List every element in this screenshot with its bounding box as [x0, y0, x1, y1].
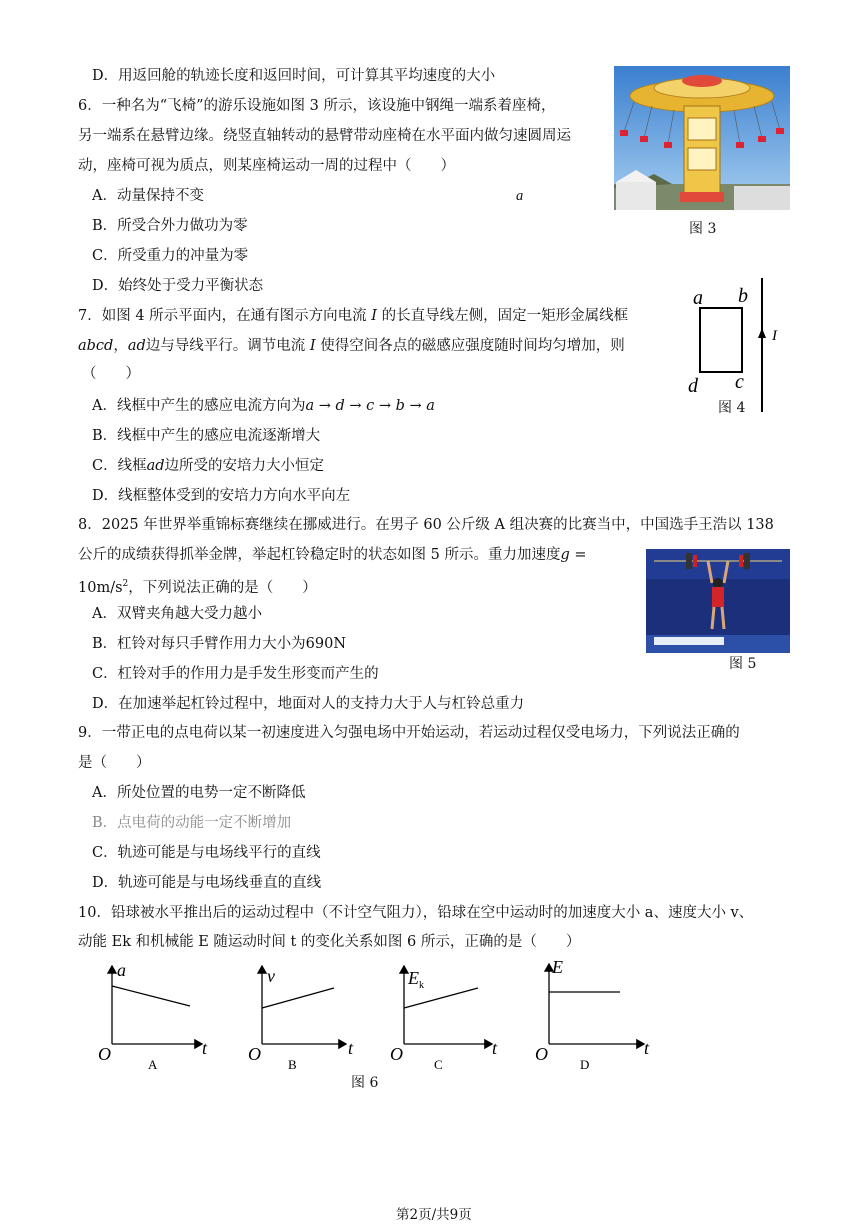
- graph-a-curve: [112, 986, 190, 1006]
- graph-c-ylabel: $E_k$: [408, 968, 424, 991]
- q7-option-c: C．线框𝑎𝑑边所受的安培力大小恒定: [92, 458, 325, 474]
- q6-stem-line3: 动，座椅可视为质点，则某座椅运动一周的过程中（ ）: [78, 158, 455, 174]
- q6-option-b: B．所受合外力做功为零: [92, 218, 248, 234]
- graph-d: [535, 957, 650, 1072]
- page-footer: 第2页/共9页: [396, 1207, 472, 1223]
- q7-stem-line3: （ ）: [82, 366, 140, 382]
- q5-option-d: D．用返回舱的轨迹长度和返回时间，可计算其平均速度的大小: [92, 68, 496, 84]
- fig6-caption: 图 6: [351, 1075, 379, 1091]
- label-b: b: [738, 285, 748, 307]
- graph-b-label: B: [288, 1057, 297, 1072]
- q7-option-a: A．线框中产生的感应电流方向为𝑎 → 𝑑 → 𝑐 → 𝑏 → 𝑎: [92, 398, 435, 414]
- graph-b-origin: O: [248, 1044, 261, 1064]
- graph-d-origin: O: [535, 1044, 548, 1064]
- graph-c-curve: [404, 988, 478, 1008]
- q9-stem-line1: 9．一带正电的点电荷以某一初速度进入匀强电场中开始运动，若运动过程仅受电场力，下列说法正确的: [78, 725, 740, 741]
- fig5-caption: 图 5: [729, 656, 757, 672]
- graph-a: [98, 960, 208, 1072]
- label-c: c: [735, 371, 744, 393]
- label-current-i: I: [772, 328, 777, 344]
- q8-stem-line2: 公斤的成绩获得抓举金牌，举起杠铃稳定时的状态如图 5 所示。重力加速度𝑔 =: [78, 547, 587, 563]
- q6-stray-mark: a: [516, 188, 524, 204]
- q6-option-a: A．动量保持不变: [92, 188, 204, 204]
- label-a: a: [693, 287, 703, 309]
- q6-option-c: C．所受重力的冲量为零: [92, 248, 249, 264]
- q6-option-d: D．始终处于受力平衡状态: [92, 278, 264, 294]
- graph-c-origin: O: [390, 1044, 403, 1064]
- q7-option-b: B．线框中产生的感应电流逐渐增大: [92, 428, 321, 444]
- graph-c: [390, 966, 498, 1072]
- graph-b: [248, 966, 354, 1072]
- graph-a-ylabel: a: [117, 960, 126, 980]
- q10-stem-line1: 10．铅球被水平推出后的运动过程中（不计空气阻力），铅球在空中运动时的加速度大小 a、速度大小 v、: [78, 905, 754, 921]
- q9-option-c: C．轨迹可能是与电场线平行的直线: [92, 845, 321, 861]
- graph-a-label: A: [148, 1057, 158, 1072]
- q9-option-a: A．所处位置的电势一定不断降低: [92, 785, 306, 801]
- graph-d-xlabel: t: [644, 1038, 650, 1058]
- fig4-caption: 图 4: [718, 400, 746, 416]
- q9-stem-line2: 是（ ）: [78, 755, 151, 771]
- q6-stem-line2: 另一端系在悬臂边缘。绕竖直轴转动的悬臂带动座椅在水平面内做匀速圆周运: [78, 128, 571, 144]
- q8-option-c: C．杠铃对手的作用力是手发生形变而产生的: [92, 666, 379, 682]
- current-arrow: [758, 328, 766, 338]
- q9-option-b: B．点电荷的动能一定不断增加: [92, 815, 292, 831]
- figure-6-graphs: [90, 956, 670, 1076]
- weightlifter-photo: [646, 549, 790, 653]
- graph-b-curve: [262, 988, 334, 1008]
- graph-c-label: C: [434, 1057, 443, 1072]
- q6-stem-line1: 6．一种名为“飞椅”的游乐设施如图 3 所示，该设施中钢绳一端系着座椅，: [78, 98, 556, 114]
- q8-option-d: D．在加速举起杠铃过程中，地面对人的支持力大于人与杠铃总重力: [92, 696, 525, 712]
- label-d: d: [688, 375, 698, 397]
- q7-stem-line2: 𝑎𝑏𝑐𝑑，𝑎𝑑边与导线平行。调节电流 𝐼 使得空间各点的磁感应强度随时间均匀增加，则: [78, 338, 625, 354]
- graph-c-xlabel: t: [492, 1038, 498, 1058]
- q8-option-b: B．杠铃对每只手臂作用力大小为690N: [92, 636, 347, 652]
- graph-b-xlabel: t: [348, 1038, 354, 1058]
- q7-stem-line1: 7．如图 4 所示平面内，在通有图示方向电流 𝐼 的长直导线左侧，固定一矩形金属线框: [78, 308, 629, 324]
- q9-option-d: D．轨迹可能是与电场线垂直的直线: [92, 875, 322, 891]
- graph-a-xlabel: t: [202, 1038, 208, 1058]
- q8-stem-line1: 8．2025 年世界举重锦标赛继续在挪威进行。在男子 60 公斤级 A 组决赛的比赛当中，中国选手王浩以 138: [78, 517, 774, 533]
- graph-d-label: D: [580, 1057, 590, 1072]
- graph-d-ylabel: E: [552, 957, 563, 977]
- graph-b-ylabel: v: [267, 966, 275, 986]
- metal-frame-abcd: [700, 308, 742, 372]
- q7-option-d: D．线框整体受到的安培力方向水平向左: [92, 488, 351, 504]
- swing-ride-photo: [614, 66, 790, 210]
- q8-stem-line3: $10m/s^2$，下列说法正确的是（ ）: [78, 579, 317, 596]
- fig3-caption: 图 3: [689, 221, 717, 237]
- graph-a-origin: O: [98, 1044, 111, 1064]
- q8-option-a: A．双臂夹角越大受力越小: [92, 606, 262, 622]
- q10-stem-line2: 动能 Ek 和机械能 E 随运动时间 t 的变化关系如图 6 所示，正确的是（ ）: [78, 934, 581, 950]
